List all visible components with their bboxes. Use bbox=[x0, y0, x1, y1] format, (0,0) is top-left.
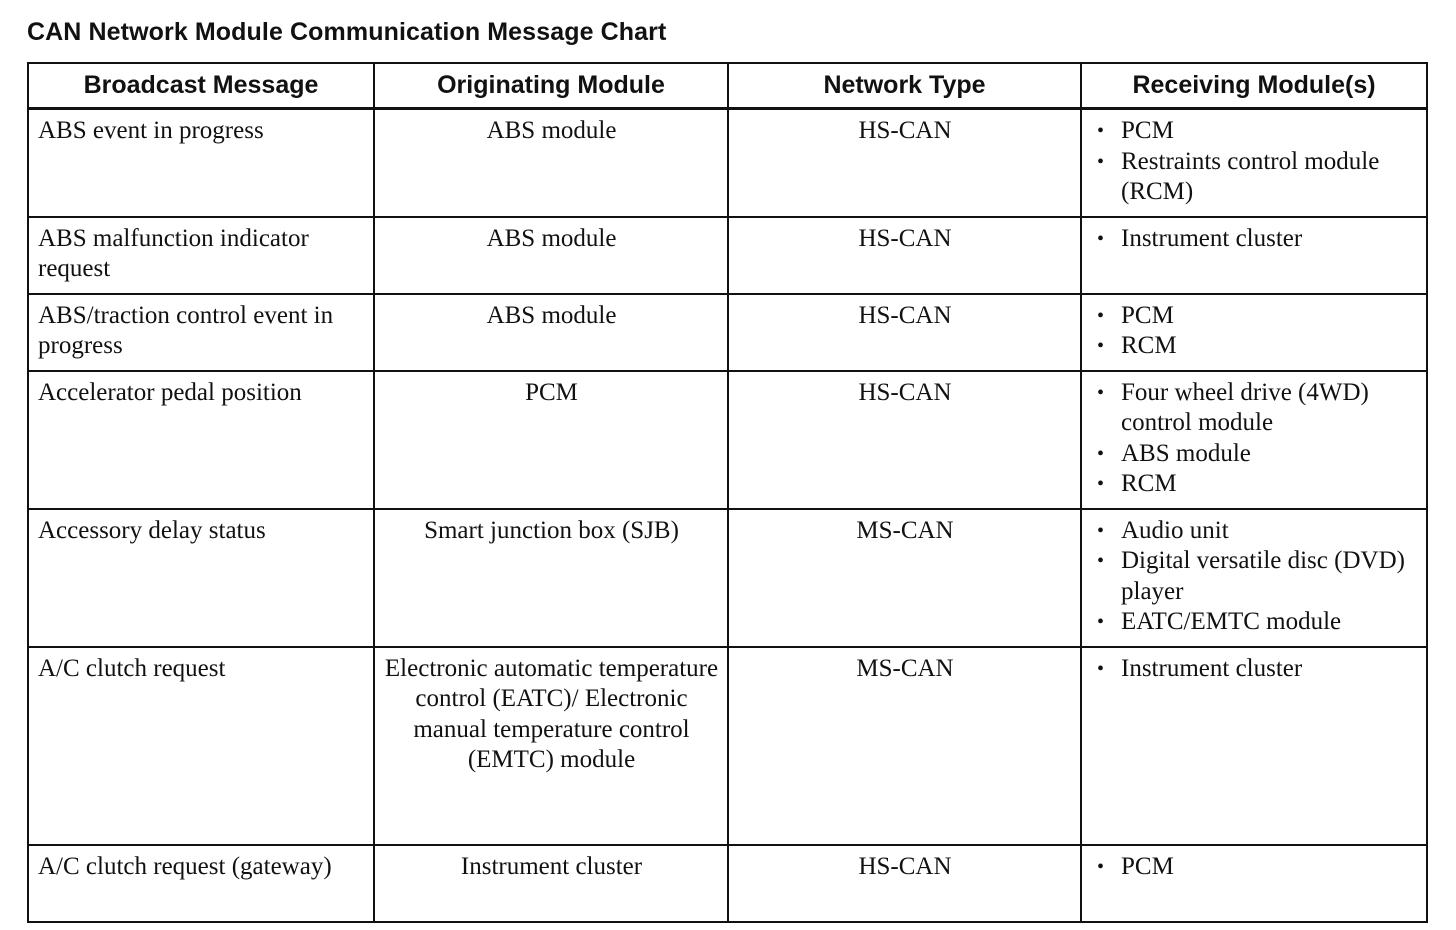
receiving-module: Four wheel drive (4WD) control module bbox=[1121, 378, 1369, 436]
bullet-icon: • bbox=[1097, 304, 1105, 327]
list-item bbox=[1091, 301, 1418, 332]
network-type-cell: HS-CAN bbox=[728, 294, 1081, 371]
table-row bbox=[28, 845, 1427, 922]
originating-module-cell: Smart junction box (SJB) bbox=[374, 509, 728, 647]
list-item bbox=[1091, 469, 1418, 500]
bullet-icon: • bbox=[1097, 611, 1105, 633]
receiving-module: Instrument cluster bbox=[1121, 654, 1303, 682]
table-row bbox=[28, 371, 1427, 509]
originating-module-cell: ABS module bbox=[374, 109, 728, 217]
table-row bbox=[28, 647, 1427, 845]
broadcast-message-cell: ABS malfunction indicator request bbox=[28, 217, 374, 294]
receiving-modules-cell bbox=[1081, 845, 1427, 922]
table-row bbox=[28, 109, 1427, 217]
receiving-module: PCM bbox=[1121, 117, 1174, 144]
list-item bbox=[1091, 546, 1418, 607]
list-item bbox=[1091, 224, 1418, 255]
receiving-modules-cell bbox=[1081, 647, 1427, 845]
network-type-cell: HS-CAN bbox=[728, 371, 1081, 509]
bullet-icon: • bbox=[1097, 381, 1105, 404]
table-row bbox=[28, 509, 1427, 647]
list-item bbox=[1091, 607, 1418, 638]
broadcast-message-cell: Accelerator pedal position bbox=[28, 371, 374, 509]
receiving-module: RCM bbox=[1121, 470, 1177, 497]
originating-module-cell: ABS module bbox=[374, 217, 728, 294]
originating-module-cell: Instrument cluster bbox=[374, 845, 728, 922]
header-broadcast-message: Broadcast Message bbox=[28, 63, 374, 109]
list-item bbox=[1091, 331, 1418, 362]
header-row bbox=[28, 63, 1427, 109]
page-title: CAN Network Module Communication Message Chart bbox=[27, 18, 667, 46]
broadcast-message-cell: Accessory delay status bbox=[28, 509, 374, 647]
broadcast-message-cell: A/C clutch request bbox=[28, 647, 374, 845]
receiving-modules-cell bbox=[1081, 217, 1427, 294]
bullet-icon: • bbox=[1097, 442, 1105, 465]
receiving-modules-cell bbox=[1081, 294, 1427, 371]
network-type-cell: MS-CAN bbox=[728, 509, 1081, 647]
originating-module-cell: PCM bbox=[374, 371, 728, 509]
list-item bbox=[1091, 439, 1418, 470]
bullet-icon: • bbox=[1097, 550, 1105, 572]
bullet-icon: • bbox=[1097, 855, 1105, 878]
bullet-icon: • bbox=[1097, 519, 1105, 542]
bullet-icon: • bbox=[1097, 657, 1105, 680]
list-item bbox=[1091, 516, 1418, 547]
broadcast-message-cell: ABS event in progress bbox=[28, 109, 374, 217]
table-row bbox=[28, 217, 1427, 294]
receiving-modules-list bbox=[1091, 116, 1418, 208]
bullet-icon: • bbox=[1097, 150, 1105, 173]
receiving-modules-list bbox=[1091, 301, 1418, 362]
network-type-cell: HS-CAN bbox=[728, 845, 1081, 922]
receiving-module: ABS module bbox=[1121, 439, 1251, 467]
header-receiving-modules: Receiving Module(s) bbox=[1081, 63, 1427, 109]
list-item bbox=[1091, 147, 1418, 208]
receiving-module: Instrument cluster bbox=[1121, 224, 1303, 252]
bullet-icon: • bbox=[1097, 335, 1105, 357]
bullet-icon: • bbox=[1097, 227, 1105, 250]
network-type-cell: MS-CAN bbox=[728, 647, 1081, 845]
originating-module-cell: Electronic automatic temperature control (EATC)/ Electronic manual temperature control (EMTC) module bbox=[374, 647, 728, 845]
receiving-modules-list bbox=[1091, 654, 1418, 685]
receiving-modules-cell bbox=[1081, 371, 1427, 509]
network-type-cell: HS-CAN bbox=[728, 217, 1081, 294]
message-chart-table bbox=[27, 62, 1428, 923]
receiving-modules-list bbox=[1091, 224, 1418, 255]
receiving-modules-cell bbox=[1081, 109, 1427, 217]
receiving-modules-list bbox=[1091, 852, 1418, 883]
list-item bbox=[1091, 116, 1418, 147]
receiving-module: EATC/EMTC module bbox=[1121, 608, 1342, 635]
table-row bbox=[28, 294, 1427, 371]
receiving-module: PCM bbox=[1121, 852, 1174, 880]
broadcast-message-cell: ABS/traction control event in progress bbox=[28, 294, 374, 371]
list-item bbox=[1091, 378, 1418, 439]
list-item bbox=[1091, 654, 1418, 685]
header-originating-module: Originating Module bbox=[374, 63, 728, 109]
receiving-module: Digital versatile disc (DVD) player bbox=[1121, 547, 1405, 605]
receiving-modules-list bbox=[1091, 516, 1418, 638]
receiving-modules-cell bbox=[1081, 509, 1427, 647]
bullet-icon: • bbox=[1097, 120, 1105, 142]
network-type-cell: HS-CAN bbox=[728, 109, 1081, 217]
receiving-module: Restraints control module (RCM) bbox=[1121, 147, 1380, 205]
receiving-modules-list bbox=[1091, 378, 1418, 500]
receiving-module: Audio unit bbox=[1121, 516, 1229, 544]
header-network-type: Network Type bbox=[728, 63, 1081, 109]
bullet-icon: • bbox=[1097, 473, 1105, 495]
list-item bbox=[1091, 852, 1418, 883]
receiving-module: RCM bbox=[1121, 332, 1177, 359]
receiving-module: PCM bbox=[1121, 301, 1174, 329]
originating-module-cell: ABS module bbox=[374, 294, 728, 371]
broadcast-message-cell: A/C clutch request (gateway) bbox=[28, 845, 374, 922]
